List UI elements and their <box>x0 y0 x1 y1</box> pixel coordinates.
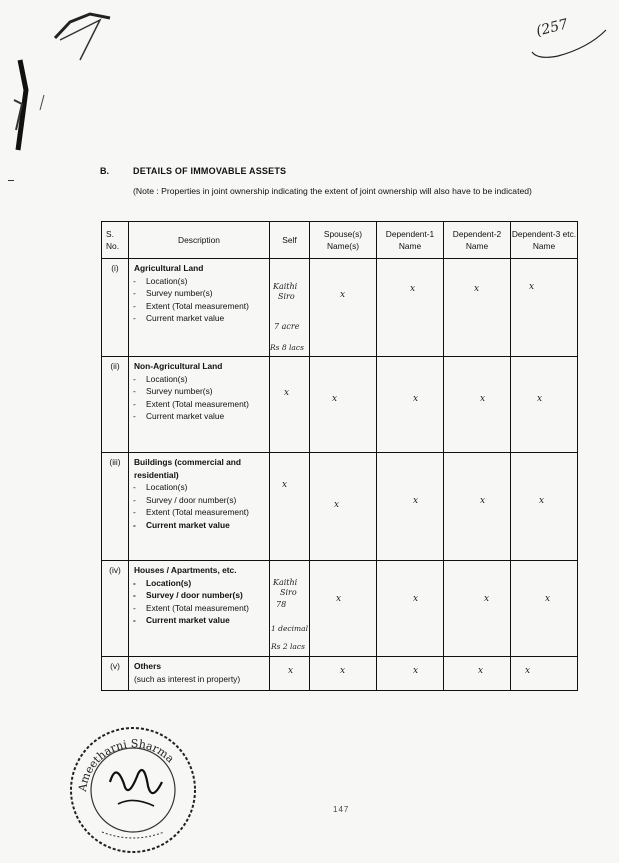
handwritten-entry: 1 decimal <box>271 624 308 633</box>
table-row <box>102 657 578 691</box>
spouse-cell <box>310 259 377 357</box>
official-seal <box>58 712 208 862</box>
row-description <box>129 453 270 561</box>
list-item: - Location(s) <box>129 373 269 386</box>
header-dependent-3: Dependent-3 etc. Name <box>511 222 578 259</box>
dependent-3-cell <box>511 453 578 561</box>
section-title: DETAILS OF IMMOVABLE ASSETS <box>133 166 287 176</box>
table-row <box>102 259 578 357</box>
row-sno: (v) <box>102 657 129 691</box>
table-header-row <box>102 222 578 259</box>
spouse-cell <box>310 561 377 657</box>
list-item: - Location(s) <box>129 481 269 494</box>
row-sno: (i) <box>102 259 129 357</box>
dependent-2-cell <box>444 453 511 561</box>
cross-mark: x <box>545 594 551 604</box>
cross-mark: x <box>334 500 340 510</box>
handwritten-entry: Rs 2 lacs <box>271 642 305 651</box>
list-item: - Extent (Total measurement) <box>129 506 269 519</box>
list-item: - Location(s) <box>129 275 269 288</box>
dependent-3-cell <box>511 259 578 357</box>
cross-mark: x <box>336 594 342 604</box>
cross-mark: x <box>413 394 419 404</box>
row-description <box>129 259 270 357</box>
cross-mark: x <box>340 290 346 300</box>
list-item: - Location(s) <box>129 577 269 590</box>
cross-mark: x <box>413 594 419 604</box>
table-row <box>102 561 578 657</box>
dependent-2-cell <box>444 357 511 453</box>
cross-mark: x <box>413 496 419 506</box>
header-dependent-1: Dependent-1 Name <box>377 222 444 259</box>
cross-mark: x <box>340 666 346 676</box>
category-subtitle: (such as interest in property) <box>134 673 241 684</box>
cross-mark: x <box>539 496 545 506</box>
cross-mark: x <box>284 388 290 398</box>
cross-mark: x <box>332 394 338 404</box>
self-cell <box>270 561 310 657</box>
self-cell <box>270 657 310 691</box>
handwritten-entry: Siro <box>280 588 297 597</box>
list-item: - Current market value <box>129 614 269 627</box>
cross-mark: x <box>529 282 535 292</box>
row-sno: (iv) <box>102 561 129 657</box>
cross-mark: x <box>288 666 294 676</box>
handwritten-entry: Kaithi <box>273 282 298 291</box>
table-row <box>102 453 578 561</box>
table-row <box>102 357 578 453</box>
dependent-3-cell <box>511 657 578 691</box>
category-title: Houses / Apartments, etc. <box>134 565 237 575</box>
category-title: Buildings (commercial and residential) <box>134 457 242 480</box>
scan-mark <box>8 180 14 181</box>
immovable-assets-table <box>101 221 578 691</box>
cross-mark: x <box>537 394 543 404</box>
list-item: - Survey / door number(s) <box>129 589 269 602</box>
list-item: - Survey / door number(s) <box>129 494 269 507</box>
cross-mark: x <box>480 394 486 404</box>
dependent-3-cell <box>511 561 578 657</box>
handwritten-entry: 7 acre <box>274 322 300 331</box>
category-title: Others <box>134 661 161 671</box>
list-item: - Survey number(s) <box>129 385 269 398</box>
self-cell <box>270 357 310 453</box>
handwritten-entry: Siro <box>278 292 295 301</box>
cross-mark: x <box>413 666 419 676</box>
dependent-1-cell <box>377 453 444 561</box>
handwritten-entry: Kaithi <box>273 578 298 587</box>
dependent-1-cell <box>377 561 444 657</box>
self-cell <box>270 453 310 561</box>
list-item: - Current market value <box>129 410 269 423</box>
cross-mark: x <box>478 666 484 676</box>
row-sno: (iii) <box>102 453 129 561</box>
cross-mark: x <box>282 480 288 490</box>
handwritten-entry: 78 <box>276 600 287 609</box>
page-reference-loop <box>528 22 608 62</box>
row-description <box>129 357 270 453</box>
page-number: 147 <box>333 805 350 814</box>
dependent-1-cell <box>377 657 444 691</box>
spouse-cell <box>310 657 377 691</box>
cross-mark: x <box>484 594 490 604</box>
cross-mark: x <box>480 496 486 506</box>
dependent-3-cell <box>511 357 578 453</box>
row-description <box>129 561 270 657</box>
section-letter: B. <box>100 166 109 176</box>
scan-artifact-scribble <box>0 0 130 170</box>
list-item: - Current market value <box>129 312 269 325</box>
row-description <box>129 657 270 691</box>
spouse-cell <box>310 453 377 561</box>
dependent-2-cell <box>444 259 511 357</box>
category-title: Non-Agricultural Land <box>134 361 223 371</box>
dependent-1-cell <box>377 357 444 453</box>
row-sno: (ii) <box>102 357 129 453</box>
seal-text: Ameetharni Sharma <box>75 737 177 793</box>
list-item: - Extent (Total measurement) <box>129 300 269 313</box>
header-self: Self <box>270 222 310 259</box>
category-title: Agricultural Land <box>134 263 204 273</box>
list-item: - Survey number(s) <box>129 287 269 300</box>
list-item: - Extent (Total measurement) <box>129 602 269 615</box>
list-item: - Extent (Total measurement) <box>129 398 269 411</box>
dependent-2-cell <box>444 657 511 691</box>
cross-mark: x <box>474 284 480 294</box>
spouse-cell <box>310 357 377 453</box>
dependent-1-cell <box>377 259 444 357</box>
handwritten-entry: Rs 8 lacs <box>270 343 304 352</box>
cross-mark: x <box>525 666 531 676</box>
cross-mark: x <box>410 284 416 294</box>
header-sno: S. No. <box>102 222 129 259</box>
section-note: (Note : Properties in joint ownership indicating the extent of joint ownership will also have to be indicated) <box>133 186 532 196</box>
self-cell <box>270 259 310 357</box>
dependent-2-cell <box>444 561 511 657</box>
header-dependent-2: Dependent-2 Name <box>444 222 511 259</box>
handwritten-page-reference: (257 <box>534 16 570 40</box>
header-description: Description <box>129 222 270 259</box>
list-item: - Current market value <box>129 519 269 532</box>
header-spouse: Spouse(s) Name(s) <box>310 222 377 259</box>
